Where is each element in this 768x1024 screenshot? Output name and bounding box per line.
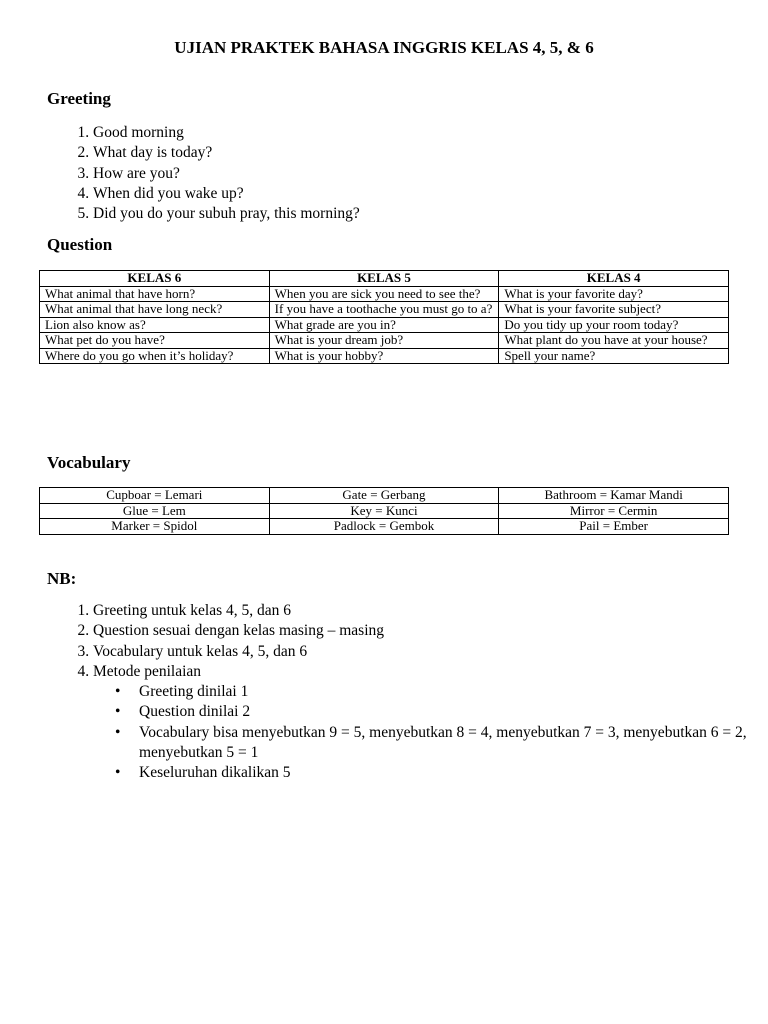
table-row [40, 503, 729, 519]
vocabulary-cell: Cupboar = Lemari [40, 488, 270, 504]
assessment-bullet-list [93, 682, 753, 783]
vocabulary-cell: Gate = Gerbang [269, 488, 499, 504]
greeting-heading: Greeting [47, 89, 111, 108]
question-table [39, 270, 729, 364]
vocabulary-cell: Padlock = Gembok [269, 519, 499, 535]
greeting-item: 5. Did you do your subuh pray, this morning? [93, 204, 360, 224]
column-header-kelas-6: KELAS 6 [40, 271, 270, 287]
question-cell: Where do you go when it’s holiday? [40, 348, 270, 364]
column-header-kelas-5: KELAS 5 [269, 271, 499, 287]
table-row [40, 302, 729, 318]
question-cell: What animal that have long neck? [40, 302, 270, 318]
greeting-item: 3. How are you? [93, 164, 360, 184]
vocabulary-cell: Pail = Ember [499, 519, 729, 535]
nb-item: 2. Question sesuai dengan kelas masing – masing [93, 621, 753, 641]
assessment-bullet: • Question dinilai 2 [139, 702, 753, 722]
assessment-bullet: • Vocabulary bisa menyebutkan 9 = 5, menyebutkan 8 = 4, menyebutkan 7 = 3, menyebutkan 6 = 2, menyebutkan 5 = 1 [139, 723, 753, 764]
vocabulary-cell: Marker = Spidol [40, 519, 270, 535]
question-cell: Spell your name? [499, 348, 729, 364]
vocabulary-heading: Vocabulary [47, 453, 131, 472]
vocabulary-cell: Key = Kunci [269, 503, 499, 519]
question-cell: What is your favorite day? [499, 286, 729, 302]
question-cell: What is your favorite subject? [499, 302, 729, 318]
vocabulary-cell: Glue = Lem [40, 503, 270, 519]
question-cell: If you have a toothache you must go to a? [269, 302, 499, 318]
question-cell: Lion also know as? [40, 317, 270, 333]
column-header-kelas-4: KELAS 4 [499, 271, 729, 287]
nb-item: 1. Greeting untuk kelas 4, 5, dan 6 [93, 601, 753, 621]
question-table-header-row [40, 271, 729, 287]
nb-item [93, 662, 753, 784]
table-row [40, 333, 729, 349]
table-row [40, 519, 729, 535]
assessment-bullet: • Greeting dinilai 1 [139, 682, 753, 702]
greeting-item: 1. Good morning [93, 123, 360, 143]
question-cell: Do you tidy up your room today? [499, 317, 729, 333]
vocabulary-table [39, 487, 729, 535]
vocabulary-cell: Bathroom = Kamar Mandi [499, 488, 729, 504]
table-row [40, 488, 729, 504]
nb-item-label: Metode penilaian [93, 662, 202, 680]
question-cell: What plant do you have at your house? [499, 333, 729, 349]
table-row [40, 286, 729, 302]
nb-heading: NB: [47, 569, 77, 588]
vocabulary-cell: Mirror = Cermin [499, 503, 729, 519]
question-cell: When you are sick you need to see the? [269, 286, 499, 302]
greeting-item: 4. When did you wake up? [93, 184, 360, 204]
question-cell: What pet do you have? [40, 333, 270, 349]
nb-item: 3. Vocabulary untuk kelas 4, 5, dan 6 [93, 642, 753, 662]
question-cell: What is your dream job? [269, 333, 499, 349]
table-row [40, 348, 729, 364]
table-row [40, 317, 729, 333]
question-cell: What grade are you in? [269, 317, 499, 333]
question-cell: What animal that have horn? [40, 286, 270, 302]
document-title: UJIAN PRAKTEK BAHASA INGGRIS KELAS 4, 5, & 6 [174, 38, 594, 57]
assessment-bullet: • Keseluruhan dikalikan 5 [139, 763, 753, 783]
question-heading: Question [47, 235, 113, 254]
greeting-item: 2. What day is today? [93, 143, 360, 163]
question-cell: What is your hobby? [269, 348, 499, 364]
greeting-list [47, 123, 360, 224]
nb-list [47, 601, 753, 784]
